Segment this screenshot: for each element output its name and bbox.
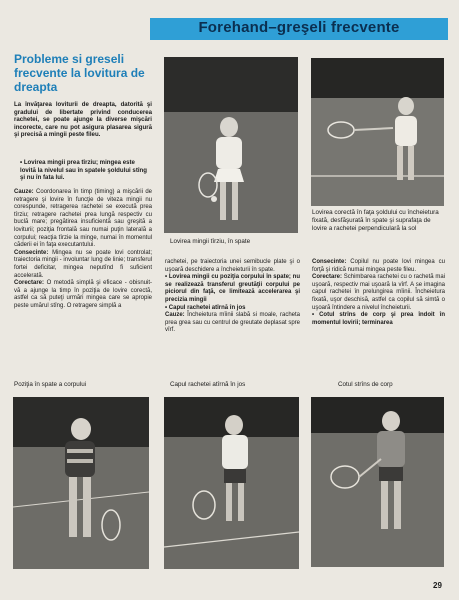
subheading-elbow: • Cotul strîns de corp şi prea îndoit în momentul lovirii; terminarea — [312, 312, 445, 326]
text-corectare-3: Schimbarea rachetei cu o rachetă mai uşoară, respectiv mai uşoară la vîrf. A se imagina capul rachetei în prelungirea mîinii. Încheietura fixată, uşor deschisă, astfel ca copilul să simtă o uşoară întindere a nivelul încheieturii. — [312, 274, 445, 311]
text-consecinte: Mingea nu se poate lovi controlat; traiectoria mingii - involuntar lung de linie; transferul fortei deficitar, mingea neputînd fi suficient accelerată. — [14, 249, 152, 279]
article-body-col2 — [165, 259, 300, 335]
subheading-late-hit: • Lovirea mingii prea tîrziu; mingea este lovită la nivelul sau în spatele şoldului stîng şi nu în fata lui. — [20, 159, 147, 182]
label-cauze-2: Cauze: — [165, 312, 185, 319]
col2-text1: rachetei, pe traiectoria unei semibucle plate şi o uşoară deschidere a încheieturii în spate. — [165, 259, 300, 273]
text-cauze: Coordonarea în timp (timing) a mişcării de retragere şi lovire în funcţie de viteza mingii nu corespunde, retragerea rachetei se execută prea tîrziu; retragere rachetei prea lungă respectiv cu buclă mare; pregătirea insuficientă sau greşită a loviturii; poziţia frontală sau numai puţin laterală a corpului; reacţia tîrzie la minge, numai în momentul căderii ei în faţa executantului. — [14, 189, 152, 249]
text-corectare: O metodă simplă şi eficace - obisnuit-vă a ajunge la timp în poziţia de lovire corectă, astfel ca să puteţi urmări mingea care se apropie peste umărul stîng. O retragere simplă a — [14, 280, 152, 309]
article-intro: La învăţarea loviturii de dreapta, datorită şi gradului de libertate privind conducerea rachetei, se poate ajunge la diverse mişcări incorecte, care nu pot asigura plasarea sigură şi precisă a mingii peste fileu. — [14, 101, 152, 139]
photo-correct-hit — [311, 58, 444, 206]
label-consecinte: Consecinte: — [14, 249, 49, 256]
photo-body-behind — [13, 397, 149, 569]
caption-racket-head-down: Capul rachetei atîrnă în jos — [170, 381, 246, 388]
label-corectare-3: Corectare: — [312, 274, 343, 281]
caption-body-behind: Poziţia în spate a corpului — [14, 381, 87, 388]
subheading-racket-head-down: • Capul rachetei atîrnă în jos — [165, 304, 246, 311]
photo-racket-head-down — [164, 397, 299, 569]
article-body-col1 — [14, 189, 152, 311]
label-cauze: Cauze: — [14, 189, 34, 195]
photo-elbow — [311, 397, 444, 567]
caption-late-hit: Lovirea mingii tîrziu, în spate — [170, 238, 251, 245]
title-banner — [150, 18, 448, 40]
subheading-body-behind: • Lovirea mingii cu poziţia corpului în spate; nu se realizează transferul greutăţii corpului pe piciorul din faţă, ce limitează accelerarea şi precizia mingii — [165, 274, 300, 303]
label-consecinte-3: Consecinte: — [312, 259, 347, 265]
label-corectare: Corectare: — [14, 280, 45, 287]
text-consecinte-3: Copilul nu poate lovi mingea cu forţă şi ridică numai mingea peste fileu. — [312, 259, 445, 273]
text-cauze-2: Încheietura mîinii slabă si moale, racheta prea grea sau cu centrul de greutate deplasat spre vîrf. — [165, 312, 300, 334]
caption-correct-hit: Lovirea corectă în faţa şoldului cu încheietura fixată, desfăşurată în spate şi suprafaţa de lovire a rachetei perpendiculară la sol — [312, 209, 439, 232]
photo-late-hit — [164, 57, 298, 233]
article-body-col3 — [312, 259, 445, 327]
article-heading: Probleme si greseli frecvente la lovitura de dreapta — [14, 52, 145, 94]
caption-elbow: Cotul strîns de corp — [338, 381, 393, 388]
banner-title: Forehand–greşeli frecvente — [198, 19, 400, 36]
page-number: 29 — [433, 581, 442, 590]
